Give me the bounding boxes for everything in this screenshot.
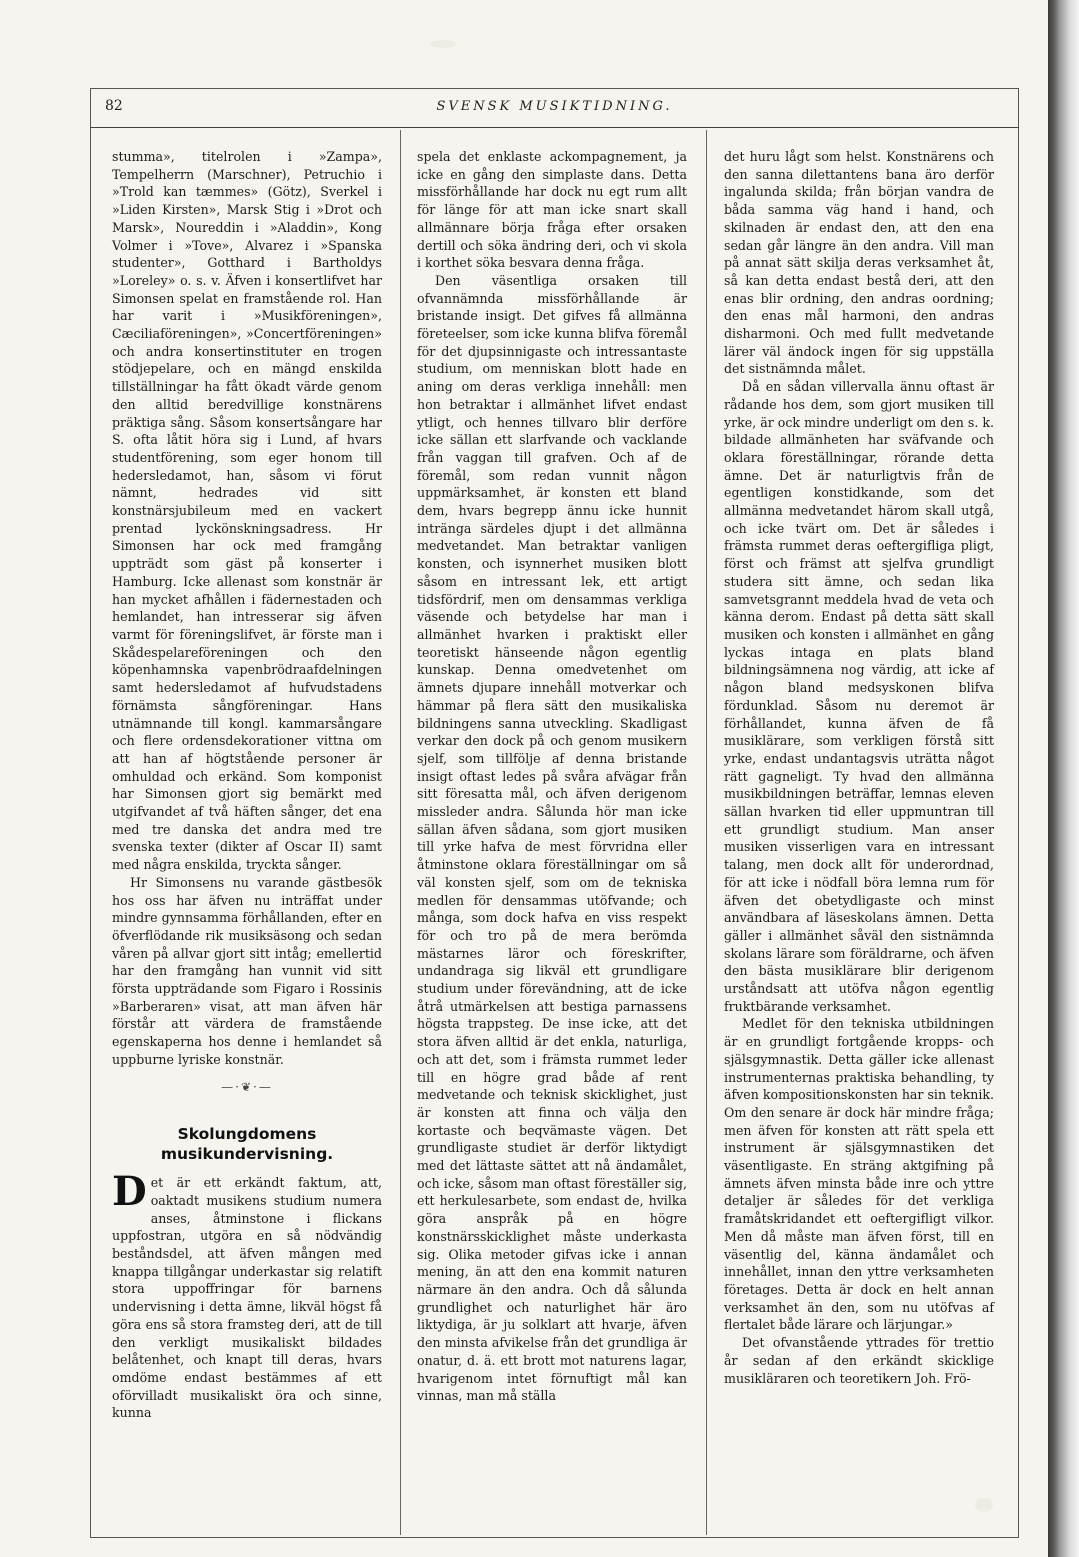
column-divider-1: [400, 130, 401, 1535]
paragraph: Medlet för den tekniska utbildningen är en grundligt fortgående kropps- och själsgymnastik. Detta gäller icke allenast instrumenternas praktiska behandling, ty äfven kompositionskonsten har sin teknik. Om den senare är dock här mindre fråga; men äfven för konsten att rätt spela ett instrument är själsgymnastiken det väsentligaste. En sträng aktgifning på ämnets äfven minsta både inre och yttre detaljer är således för det verkliga framåtskridandet ett oeftergifligt vilkor. Men då måste man äfven först, till en väsentlig del, känna ändamålet och innehållet, innan den yttre verksamheten företages. Detta är dock en helt annan verksamhet än den, som nu utöfvas af flertalet både lärare och lärjungar.»: [724, 1016, 994, 1333]
header-rule: [90, 127, 1019, 128]
paragraph: spela det enklaste ackompagnement, ja icke en gång den simplaste dans. Detta missförhållande har dock nu egt rum allt för länge för att man icke snart skall allmännare börja fråga efter orsaken dertill och söka ändring deri, och vi skola i korthet söka besvara denna fråga.: [417, 149, 687, 271]
section-title: Skolungdomens musikundervisning.: [160, 1125, 334, 1164]
column-2: [417, 148, 687, 1405]
dropcap-letter: D: [112, 1168, 147, 1216]
page-header: [90, 96, 1019, 124]
section-ornament: —·❦·—: [221, 1079, 273, 1094]
column-divider-2: [706, 130, 707, 1535]
paragraph: stumma», titelrolen i »Zampa», Tempelherrn (Marschner), Petruchio i »Trold kan tæmmes» (Götz), Sverkel i »Liden Kirsten», Marsk Stig i »Drot och Marsk», Noureddin i »Aladdin», Kong Volmer i »Tove», Alvarez i »Spanska studenter», Gotthard i Bartholdys »Loreley» o. s. v. Äfven i konsertlifvet har Simonsen spelat en framstående rol. Han har varit i »Musikföreningen», Cæciliaföreningen», »Concertföreningen» och andra konsertinstituter en trogen stödjepelare, och en mängd enskilda tillställningar ha fått ökadt värde genom den alltid beredvillige konstnärens präktiga sång. Såsom konsertsångare har S. ofta låtit höra sig i Lund, af hvars studentförening, som eger honom till hedersledamot, han, såsom vi förut nämnt, hedrades vid sitt konstnärsjubileum med en vackert prentad lyckönskningsadress. Hr Simonsen har ock med framgång uppträdt som gäst på konserter i Hamburg. Icke allenast som konstnär är han mycket afhållen i fädernestaden och hemlandet, han intresserar sig äfven varmt för föreningslifvet, är förste man i Skådespelareföreningen och den köpenhamnska vapenbrödraafdelningen samt hedersledamot af hufvudstadens förnämsta sångföreningar. Hans utnämnande till kongl. kammarsångare och flere ordensdekorationer vittna om att han af högtstående personer är omhuldad och erkänd. Som komponist har Simonsen gjort sig bemärkt med utgifvandet af två häften sånger, det ena med tre danska det andra med tre svenska texter (dikter af Oscar II) samt med några enskilda, tryckta sånger.: [112, 149, 382, 873]
section-opening-text: et är ett erkändt faktum, att, oaktadt musikens studium numera anses, åtminstone i flickans uppfostran, utgöra en så nödvändig beståndsdel, att äfven mången med knappa tillgångar underkastar sig relatift stora uppoffringar för barnens undervisning i detta ämne, likväl högst få göra ens så stora framsteg deri, att de till den verkligt musikaliskt bildades belåtenhet, och knapt till deras, hvars omdöme endast bestämmes af ett oförvilladt musikaliskt öra och sinne, kunna: [112, 1175, 382, 1421]
paragraph: Det ofvanstående yttrades för trettio år sedan af den erkändt skicklige musikläraren och teoretikern Joh. Frö-: [724, 1335, 994, 1386]
running-title: SVENSK MUSIKTIDNING.: [436, 99, 673, 114]
paragraph: Den väsentliga orsaken till ofvannämnda missförhållande är bristande insigt. Det gifves få allmänna företeelser, som icke kunna blifva föremål för det djupsinnigaste och intressantaste studium, om menniskan blott hade en aning om deras verkliga innehåll: men hon betraktar i allmänhet lifvet endast ytligt, och hennes tillvaro blir derföre icke sällan ett slarfvande och vacklande från vaggan till grafven. Och af de föremål, som redan vunnit någon uppmärksamhet, är konsten ett bland dem, hvars begrepp ännu icke hunnit intränga särdeles djupt i det allmänna medvetandet. Man betraktar vanligen konsten, och isynnerhet musiken blott såsom en intressant lek, ett artigt tidsfördrif, men om densammas verkliga väsende och betydelse har man i allmänhet hvarken i praktiskt eller teoretiskt hänseende någon egentlig kunskap. Denna omedvetenhet om ämnets djupare innehåll motverkar och hämmar på flera sätt den musikaliska bildningens sanna utveckling. Skadligast verkar den dock på och genom musikern sjelf, som tillfölje af denna bristande insigt oftast ledes på svåra afvägar från sitt föresatta mål, och äfven derigenom missleder andra. Sålunda hör man icke sällan äfven sådana, som gjort musiken till yrke hafva de mest förvridna eller åtminstone oklara föreställningar om så väl konsten sjelf, som om de tekniska medlen för densammas utöfvande; och många, som dock hafva en viss respekt för och tro på de mera berömda mästarnes läror och föreskrifter, undandraga sig likväl ett grundligare studium under förevändning, att de icke åtrå utmärkelsen att bestiga parnassens högsta trappsteg. De inse icke, att det stora äfven alltid är det enkla, naturliga, och att det, som i främsta rummet leder till en högre grad både af rent medvetande och teknisk skicklighet, just är konsten att finna och välja den kortaste och beqvämaste vägen. Det grundligaste studiet är derför liktydigt med det lättaste sättet att nå ändamålet, och icke, såsom man oftast föreställer sig, ett herkulesarbete, som endast de, hvilka göra anspråk på en högre konstnärsskicklighet måste underkasta sig. Olika metoder gifvas icke i annan mening, än att den ena kommit naturen närmare än den andra. Och då sålunda grundlighet och naturlighet här äro liktydiga, är ju solklart att hvarje, äfven den minsta afvikelse från det grundliga är onatur, d. ä. ett brott mot naturens lagar, hvarigenom intet förnuftigt mål kan vinnas, man må ställa: [417, 272, 687, 1404]
paragraph: det huru lågt som helst. Konstnärens och den sanna dilettantens bana äro derför ingalunda skilda; från början vandra de båda samma väg hand i hand, och skilnaden är endast den, att den ena sedan går längre än den andra. Vill man på annat sätt skilja deras verksamhet åt, så kan detta endast bestå deri, att den enas blir ordning, den andras oordning; den enas mål harmoni, den andras disharmoni. Och med fullt medvetande lärer väl ändock ingen för sig uppställa det sistnämnda målet.: [724, 149, 994, 377]
paper-mark: [430, 40, 456, 48]
column-1: [112, 148, 382, 1422]
scan-edge: [1048, 0, 1079, 1557]
page-number: 82: [105, 98, 123, 114]
paragraph: Hr Simonsens nu varande gästbesök hos oss har äfven nu inträffat under mindre gynnsamma förhållanden, efter en öfverflödande rik musiksäsong och sedan våren på allvar gjort sitt intåg; emellertid har den framgång han vunnit vid sitt första uppträdande som Figaro i Rossinis »Barberaren» visat, att man äfven här förstår att värdera de framstående egenskaperna hos denne i hemlandet så uppburne lyriske konstnär.: [112, 874, 382, 1067]
section-opening-paragraph: [112, 1168, 382, 1422]
column-3: [724, 148, 994, 1387]
paragraph: Då en sådan villervalla ännu oftast är rådande hos dem, som gjort musiken till yrke, är ock mindre underligt om den s. k. bildade allmänheten har sväfvande och oklara föreställningar, rörande detta ämne. Det är naturligtvis från de egentligen konstidkande, som det allmänna medvetandet härom skall utgå, och icke tvärt om. Det är således i främsta rummet deras oeftergifliga pligt, först och främst att sjelfva grundligt studera sitt ämne, och sedan lika samvetsgrannt meddela hvad de veta och känna derom. Endast på detta sätt skall musiken och konsten i allmänhet en gång lyckas intaga en plats bland bildningsämnena nog värdig, att icke af någon bland medsyskonen blifva fördunklad. Såsom nu deremot är förhållandet, kunna äfven de få musiklärare, som verkligen förstå sitt yrke, endast undantagsvis uträtta något rätt gagneligt. Ty hvad den allmänna musikbildningen beträffar, lemnas eleven sällan hvarken tid eller uppmuntran till ett grundligt studium. Man anser musiken visserligen vara en intressant talang, men dock allt för underordnad, för att icke i nödfall böra lemna rum för äfven det obetydligaste och minst användbara af läseskolans ämnen. Detta gäller i allmänhet såväl den sistnämnda skolans lärare som föräldrarne, och äfven den bästa musiklärare blir derigenom urståndsatt att utöfva någon egentlig fruktbärande verksamhet.: [724, 379, 994, 1014]
